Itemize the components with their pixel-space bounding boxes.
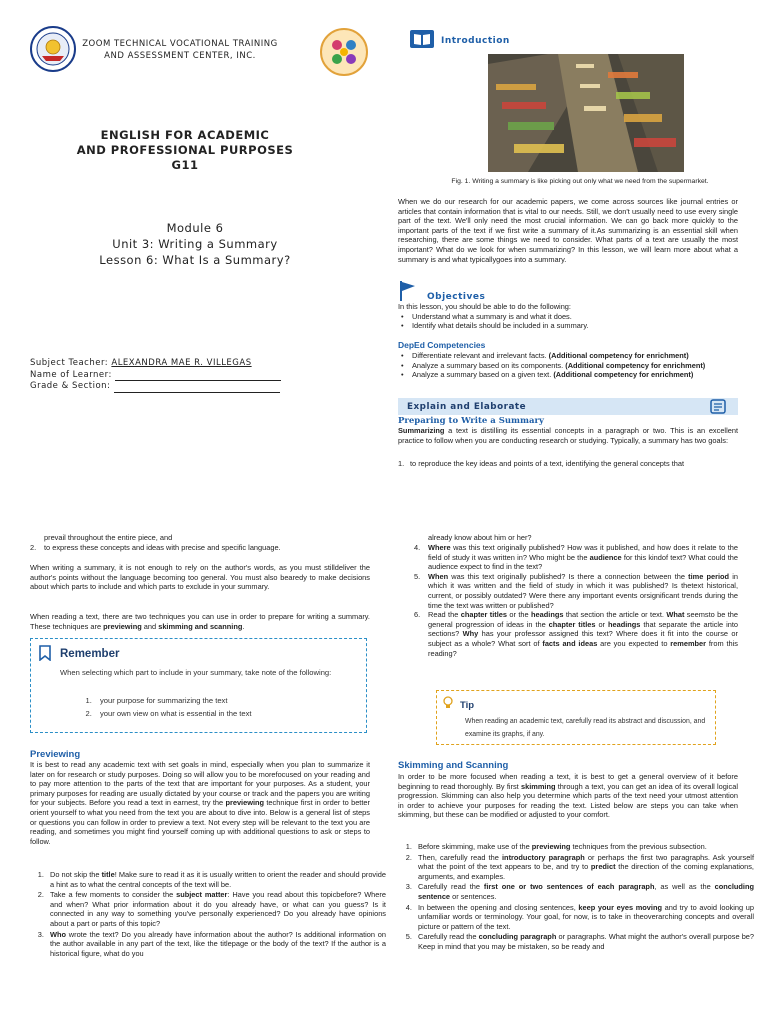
deped-list	[398, 351, 738, 380]
grade-label: Grade & Section:	[30, 381, 111, 391]
skimming-steps	[398, 842, 754, 953]
tip-text: When reading an academic text, carefully read its abstract and discussion, and examine its graphs, if any.	[465, 718, 706, 738]
figure-caption: Fig. 1. Writing a summary is like picking out only what we need from the supermarket.	[451, 178, 709, 185]
deped-heading: DepEd Competencies	[398, 340, 486, 350]
skimming-paragraph: In order to be more focused when reading a text, it is best to get a general overview of it before beginning to read thoroughly. By first skimming through a text, you can get an idea of its overall logical progression. Skimming can also help you determine which parts of the text need your utmost attention in order to achieve your purposes for reading the text. Listed below are steps you can take when skimming, but these can be modified or adjusted to your comfort.	[398, 772, 738, 820]
objectives-block: In this lesson, you should be able to do the following: • Understand what a summary is and what it does. • Identify what details should be included in a summary.	[398, 302, 738, 331]
skim-step: 5. Carefully read the concluding paragraph or paragraphs. What might the author's overall purpose be? Keep in mind that you may be mistaken, so be ready and	[414, 932, 754, 951]
preview-step: 2. Take a few moments to consider the subject matter: Have you read about this topicbefore? Where and when? What prior information about it do you already have, or what can you guess? Is it connected in any way to something you've personally experienced? Do you already have opinions about a part or parts of this topic?	[46, 890, 386, 928]
deped-item: • Differentiate relevant and irrelevant facts. (Additional competency for enrichment)	[412, 351, 738, 361]
skimming-heading: Skimming and Scanning	[398, 760, 509, 771]
flag-icon	[399, 281, 417, 301]
skim-step: 2. Then, carefully read the introductory paragraph or perhaps the first two paragraphs. Ask yourself what the point of the text appears to be, and try to predict the direction of the coming explanations, arguments, and examples.	[414, 853, 754, 882]
goal-1-continued: prevail throughout the entire piece, and	[44, 533, 173, 542]
remember-item: 1. your purpose for summarizing the text	[94, 695, 364, 708]
bookmark-icon	[38, 645, 52, 661]
tip-heading: Tip	[460, 700, 475, 711]
ztvtac-logo	[319, 28, 369, 76]
skim-step: 4. In between the opening and closing sentences, keep your eyes moving and try to avoid looking up unfamiliar words or terminology. Your goal, for now, is to take in theoverarching concepts and overall picture or pattern of the text.	[414, 903, 754, 932]
remember-text: When selecting which part to include in your summary, take note of the following:	[60, 668, 332, 677]
summary-paragraph: When writing a summary, it is not enough to rely on the author's words, as you must stilldeliver the author's points without the language becoming too general. You must also bearedy to make decisions about which parts to include and which parts to exclude in your summary.	[30, 563, 370, 592]
explain-heading: Explain and Elaborate	[407, 402, 527, 412]
learner-label: Name of Learner:	[30, 369, 112, 380]
preparing-heading: Preparing to Write a Summary	[398, 416, 544, 426]
goal-1: 1. to reproduce the key ideas and points of a text, identifying the general concepts that	[398, 459, 685, 468]
deped-item: • Analyze a summary based on its components. (Additional competency for enrichment)	[412, 361, 738, 371]
objective-item: • Understand what a summary is and what it does.	[412, 312, 738, 322]
teacher-label: Subject Teacher:	[30, 358, 109, 368]
previewing-heading: Previewing	[30, 749, 81, 760]
org-name: ZOOM TECHNICAL VOCATIONAL TRAINING AND ASSESSMENT CENTER, INC.	[82, 39, 278, 61]
remember-heading: Remember	[60, 648, 120, 660]
remember-list	[80, 695, 364, 720]
intro-paragraph: When we do our research for our academic papers, we come across sources like journal entries or articles that contain information that is vital to our needs. Still, we don't usually need to use every single part of the text. We'll only need the most crucial information. We can go back more quickly to the important parts of the text if we first write a summary of it.As summarizing is an essential skill when researching, there are some things we need to consider. What parts of a text are usually the most important? What do we look for when summarizing? In this lesson, we will learn more about what a summary is and what typicallygoes into a summary.	[398, 197, 738, 264]
supermarket-photo	[488, 54, 684, 172]
learner-line[interactable]	[115, 371, 281, 381]
skim-step: 1. Before skimming, make use of the previewing techniques from the previous subsection.	[414, 842, 754, 852]
deped-seal	[30, 26, 76, 72]
preview-step: 1. Do not skip the title! Make sure to read it as it is usually written to orient the reader and should provide a hint as to what the central concepts of the text will be.	[46, 870, 386, 889]
preview-steps-continued	[398, 543, 738, 658]
objectives-heading: Objectives	[427, 292, 486, 302]
previewing-paragraph: It is best to read any academic text with set goals in mind, especially when you plan to summarize it later on for research or study purposes. Doing so will allow you to be morefocused on your reading and to pay more attention to the parts of the text that are important for your purposes. As a student, your primary purposes for reading are usually dictated by your course or track and the papers you are writing for your subjects. Before you read a text in earnest, try the previewing technique first in order to better orient yourself to what you need from the text you are about to dive into. Below is a general list of steps or questions you can follow in order to preview a text. Not every step will be relevant to the text you are reading, and sometimes you might find yourself coming up with additional questions to ask or steps to follow.	[30, 760, 370, 846]
previewing-steps	[30, 870, 386, 958]
remember-item: 2. your own view on what is essential in the text	[94, 708, 364, 721]
skim-step: 3. Carefully read the first one or two sentences of each paragraph, as well as the concluding sentence or sentences.	[414, 882, 754, 901]
lightbulb-icon	[442, 696, 454, 710]
objective-item: • Identify what details should be included in a summary.	[412, 321, 738, 331]
preview-step: 5. When was this text originally published? Is there a connection between the time period in which it was written and the field of study in which it was published? Is thetext historical, current, or possibly outdated? Were there any important events orsignificant trends during the time the text was written or published?	[414, 571, 738, 610]
preview-step: 6. Read the chapter titles or the headings that section the article or text. What seemsto be the general progression of ideas in the chapter titles or headings that separate the article into sections? Why has your professor assigned this text? Where does it fit into the course or subject as a whole? What sort of facts and ideas are you expected to remember from this reading?	[414, 610, 738, 658]
preview-step: 3. Who wrote the text? Do you already have information about the author? Is additional information on the author available in any part of the text, like the titlepage or the body of the text? If the author is a historical figure, what do you	[46, 930, 386, 959]
goal-2: 2. to express these concepts and ideas with precise and specific language.	[30, 543, 281, 552]
preview-step: 4. Where was this text originally published? How was it published, and how does it relate to the field of study it was written in? Who might be the audience for this kindof text? What could the audience expect to find in the text?	[414, 543, 738, 572]
notebook-icon	[710, 399, 726, 414]
step-3-continued: already know about him or her?	[428, 533, 532, 542]
teacher-name: ALEXANDRA MAE R. VILLEGAS	[111, 358, 252, 368]
introduction-heading: Introduction	[441, 36, 510, 46]
lesson-block: Module 6 Unit 3: Writing a Summary Lesson 6: What Is a Summary?	[99, 221, 291, 267]
summarizing-paragraph: Summarizing a text is distilling its essential concepts in a paragraph or two. This is an excellent practice to follow when you are conducting research or studying. Typically, a summary has two goals:	[398, 426, 738, 445]
learner-info	[30, 358, 330, 393]
book-icon	[410, 30, 434, 48]
techniques-paragraph: When reading a text, there are two techniques you can use in order to prepare for writing a summary. These techniques are previewing and skimming and scanning.	[30, 612, 370, 631]
grade-line[interactable]	[114, 383, 280, 393]
deped-item: • Analyze a summary based on a given text. (Additional competency for enrichment)	[412, 370, 738, 380]
subject-title: ENGLISH FOR ACADEMIC AND PROFESSIONAL PURPOSES G11	[76, 128, 294, 172]
